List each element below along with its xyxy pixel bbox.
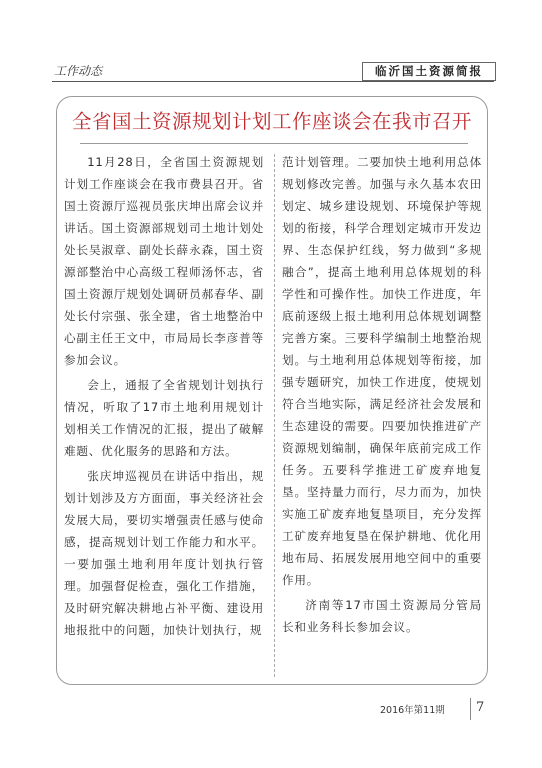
page-footer — [380, 700, 496, 718]
paragraph: 11月28日，全省国土资源规划计划工作座谈会在我市费县召开。省国土资源厅巡视员张庆坤出席会议并讲话。国土资源部规划司土地计划处处长吴淑章、副处长薛永森，国土资源部整治中心高级工程师汤怀志，省国土资源厅规划处调研员郝春华、副处长付宗强、张全建，省土地整治中心副主任王文中，市局局长李彦普等参加会议。 — [64, 155, 264, 367]
paragraph: 济南等17市国土资源局分管局长和业务科长参加会议。 — [282, 598, 482, 634]
header-rule — [52, 81, 494, 82]
article-title: 全省国土资源规划计划工作座谈会在我市召开 — [71, 110, 472, 133]
paragraph: 张庆坤巡视员在讲话中指出，规划计划涉及方方面面，事关经济社会发展大局，要切实增强责任感与使命感，提高规划计划工作能力和水平。一要加强土地利用年度计划执行管理。加强督促检查，强化工作措施，及时研究解决耕地占补平衡、建设用地报批中的问题，加快计划执行，规 — [64, 469, 264, 637]
section-label: 工作动态 — [54, 64, 103, 78]
article-right-column — [282, 151, 482, 638]
page-header — [0, 0, 542, 90]
footer-rule — [470, 698, 471, 720]
paragraph: 范计划管理。二要加快土地利用总体规划修改完善。加强与永久基本农田划定、城乡建设规划、环境保护等规划的衔接，科学合理划定城市开发边界、生态保护红线，努力做到“多规融合”，提高土地利用总体规划的科学性和可操作性。加快工作进度，年底前逐级上报土地利用总体规划调整完善方案。三要科学编制土地整治规划。与土地利用总体规划等衔接，加强专题研究，加快工作进度，使规划符合当地实际，满足经济社会发展和生态建设的需要。四要加快推进矿产资源规划编制，确保年底前完成工作任务。五要科学推进工矿废弃地复垦。坚持量力而行，尽力而为，加快实施工矿废弃地复垦项目，充分发挥工矿废弃地复垦在保护耕地、优化用地布局、拓展发展用地空间中的重要作用。 — [282, 155, 482, 587]
column-divider — [274, 154, 275, 677]
issue-label: 2016年第11期 — [380, 705, 445, 716]
page-number: 7 — [476, 700, 485, 715]
title-rule — [80, 143, 468, 144]
publication-name: 临沂国土资源简报 — [362, 62, 496, 81]
paragraph: 会上，通报了全省规划计划执行情况，听取了17市土地利用规划计划相关工作情况的汇报，提出了破解难题、优化服务的思路和方法。 — [64, 378, 264, 458]
article-left-column — [64, 151, 264, 641]
